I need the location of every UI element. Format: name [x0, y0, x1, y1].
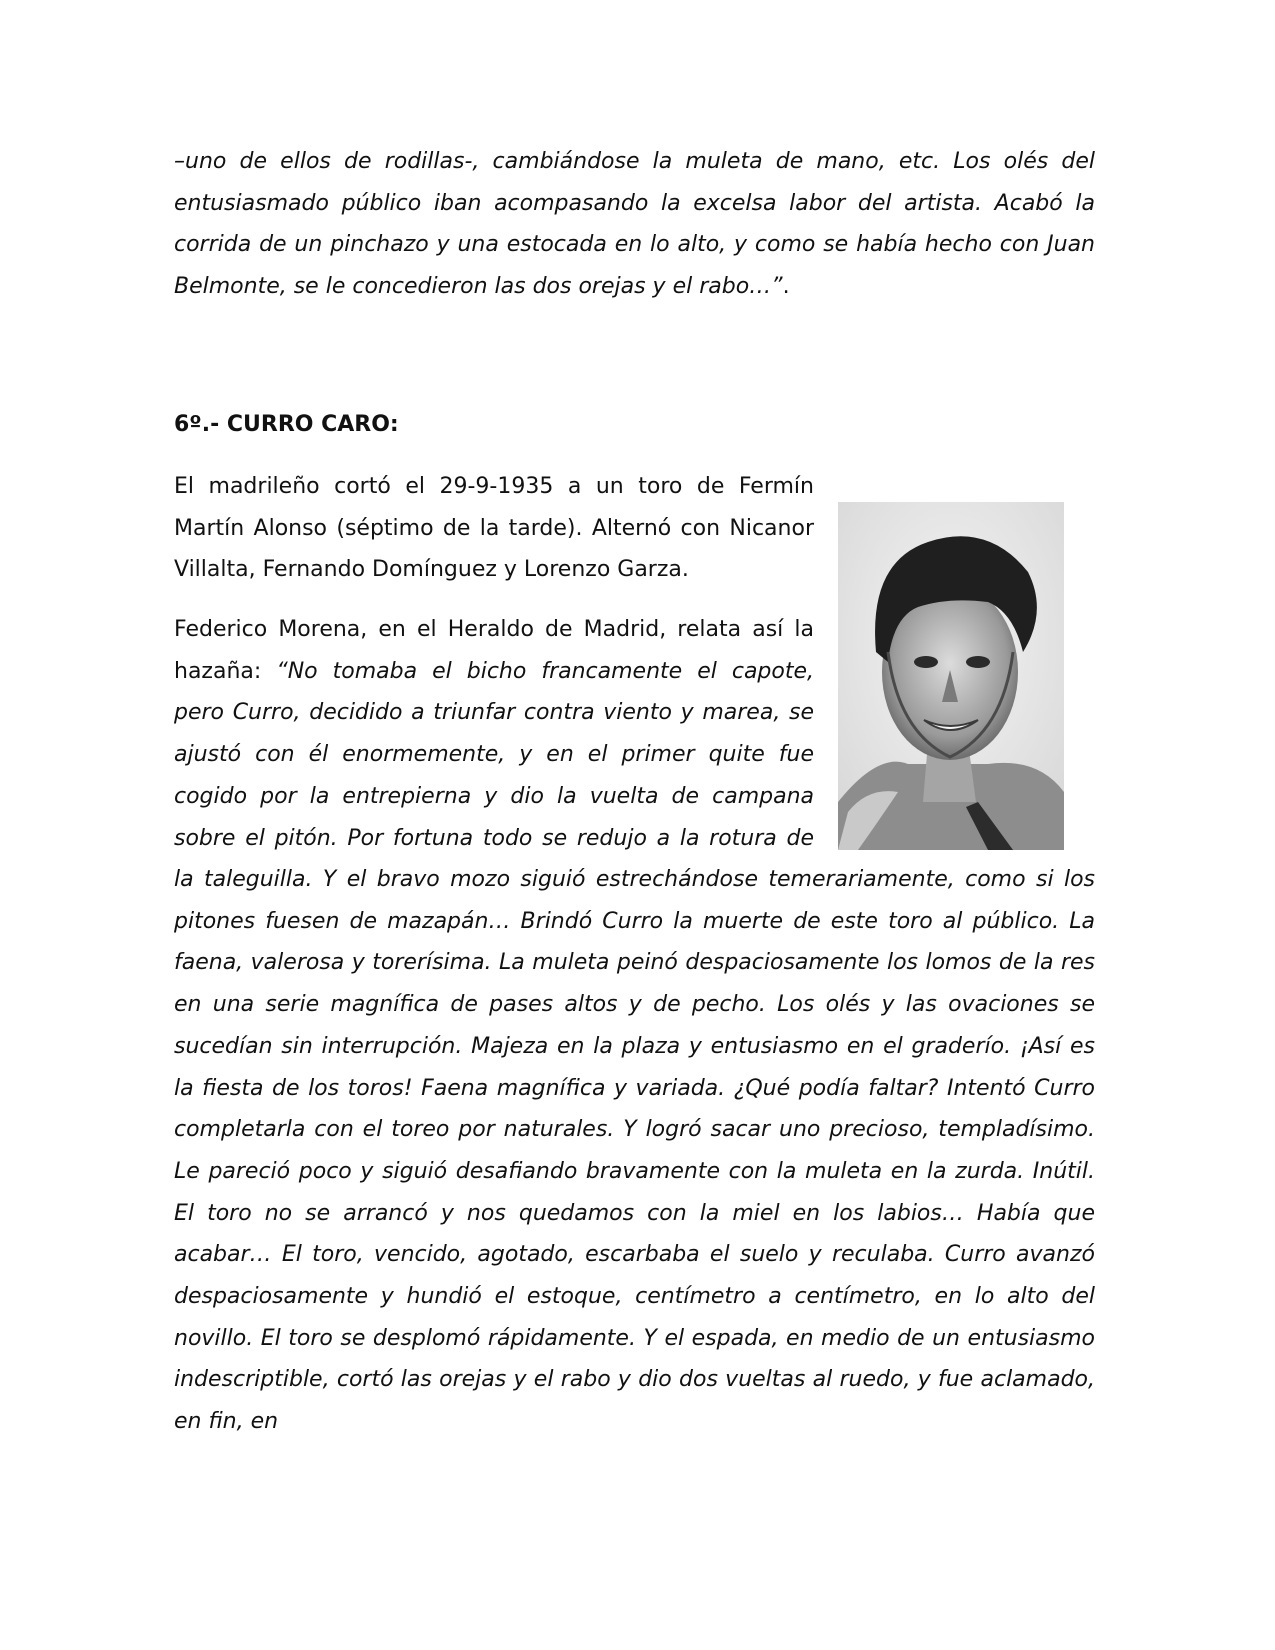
paragraph-2-continued: la taleguilla. Y el bravo mozo siguió estrechándose temerariamente, como si los pitones fuesen de mazapán… Brindó Curro la muerte de este toro al público. La faena, valerosa y torerísima. La muleta peinó despaciosamente los lomos de la res en una serie magnífica de pases altos y de pecho. Los olés y las ovaciones se sucedían sin interrupción. Majeza en la plaza y entusiasmo en el graderío. ¡Así es la fiesta de los toros! Faena magnífica y variada. ¿Qué podía faltar? Intentó Curro completarla con el toreo por naturales. Y logró sacar uno precioso, templadísimo. Le pareció poco y siguió desafiando bravamente con la muleta en la zurda. Inútil. El toro no se arrancó y nos quedamos con la miel en los labios… Había que acabar… El toro, vencido, agotado, escarbaba el suelo y reculaba. Curro avanzó despaciosamente y hundió el estoque, centímetro a centímetro, en lo alto del novillo. El toro se desplomó rápidamente. Y el espada, en medio de un entusiasmo indescriptible, cortó las orejas y el rabo y dio dos vueltas al ruedo, y fue aclamado, en fin, en [174, 867, 1095, 1435]
paragraph-2-intro: Federico Morena, en el Heraldo de Madrid, relata así la hazaña: [174, 617, 814, 684]
intro-trailing-period: . [782, 274, 790, 300]
quote-beside-photo: “No tomaba el bicho francamente el capote, pero Curro, decidido a triunfar contra viento y marea, se ajustó con él enormemente, y en el primer quite fue cogido por la entrepierna y dio la vuelta de campana sobre el pitón. Por fortuna todo se redujo a la rotura de [174, 658, 815, 851]
section-heading: 6º.- CURRO CARO: [174, 412, 399, 437]
intro-paragraph [174, 141, 1095, 308]
portrait-photo-icon [838, 502, 1064, 850]
paragraph-2-top [174, 609, 814, 859]
paragraph-1: El madrileño cortó el 29-9-1935 a un toro de Fermín Martín Alonso (séptimo de la tarde). Alternó con Nicanor Villalta, Fernando Domínguez y Lorenzo Garza. [174, 474, 814, 583]
intro-quote-text: –uno de ellos de rodillas-, cambiándose la muleta de mano, etc. Los olés del entusiasmado público iban acompasando la excelsa labor del artista. Acabó la corrida de un pinchazo y una estocada en lo alto, y como se había hecho con Juan Belmonte, se le concedieron las dos orejas y el rabo…” [174, 149, 1095, 300]
